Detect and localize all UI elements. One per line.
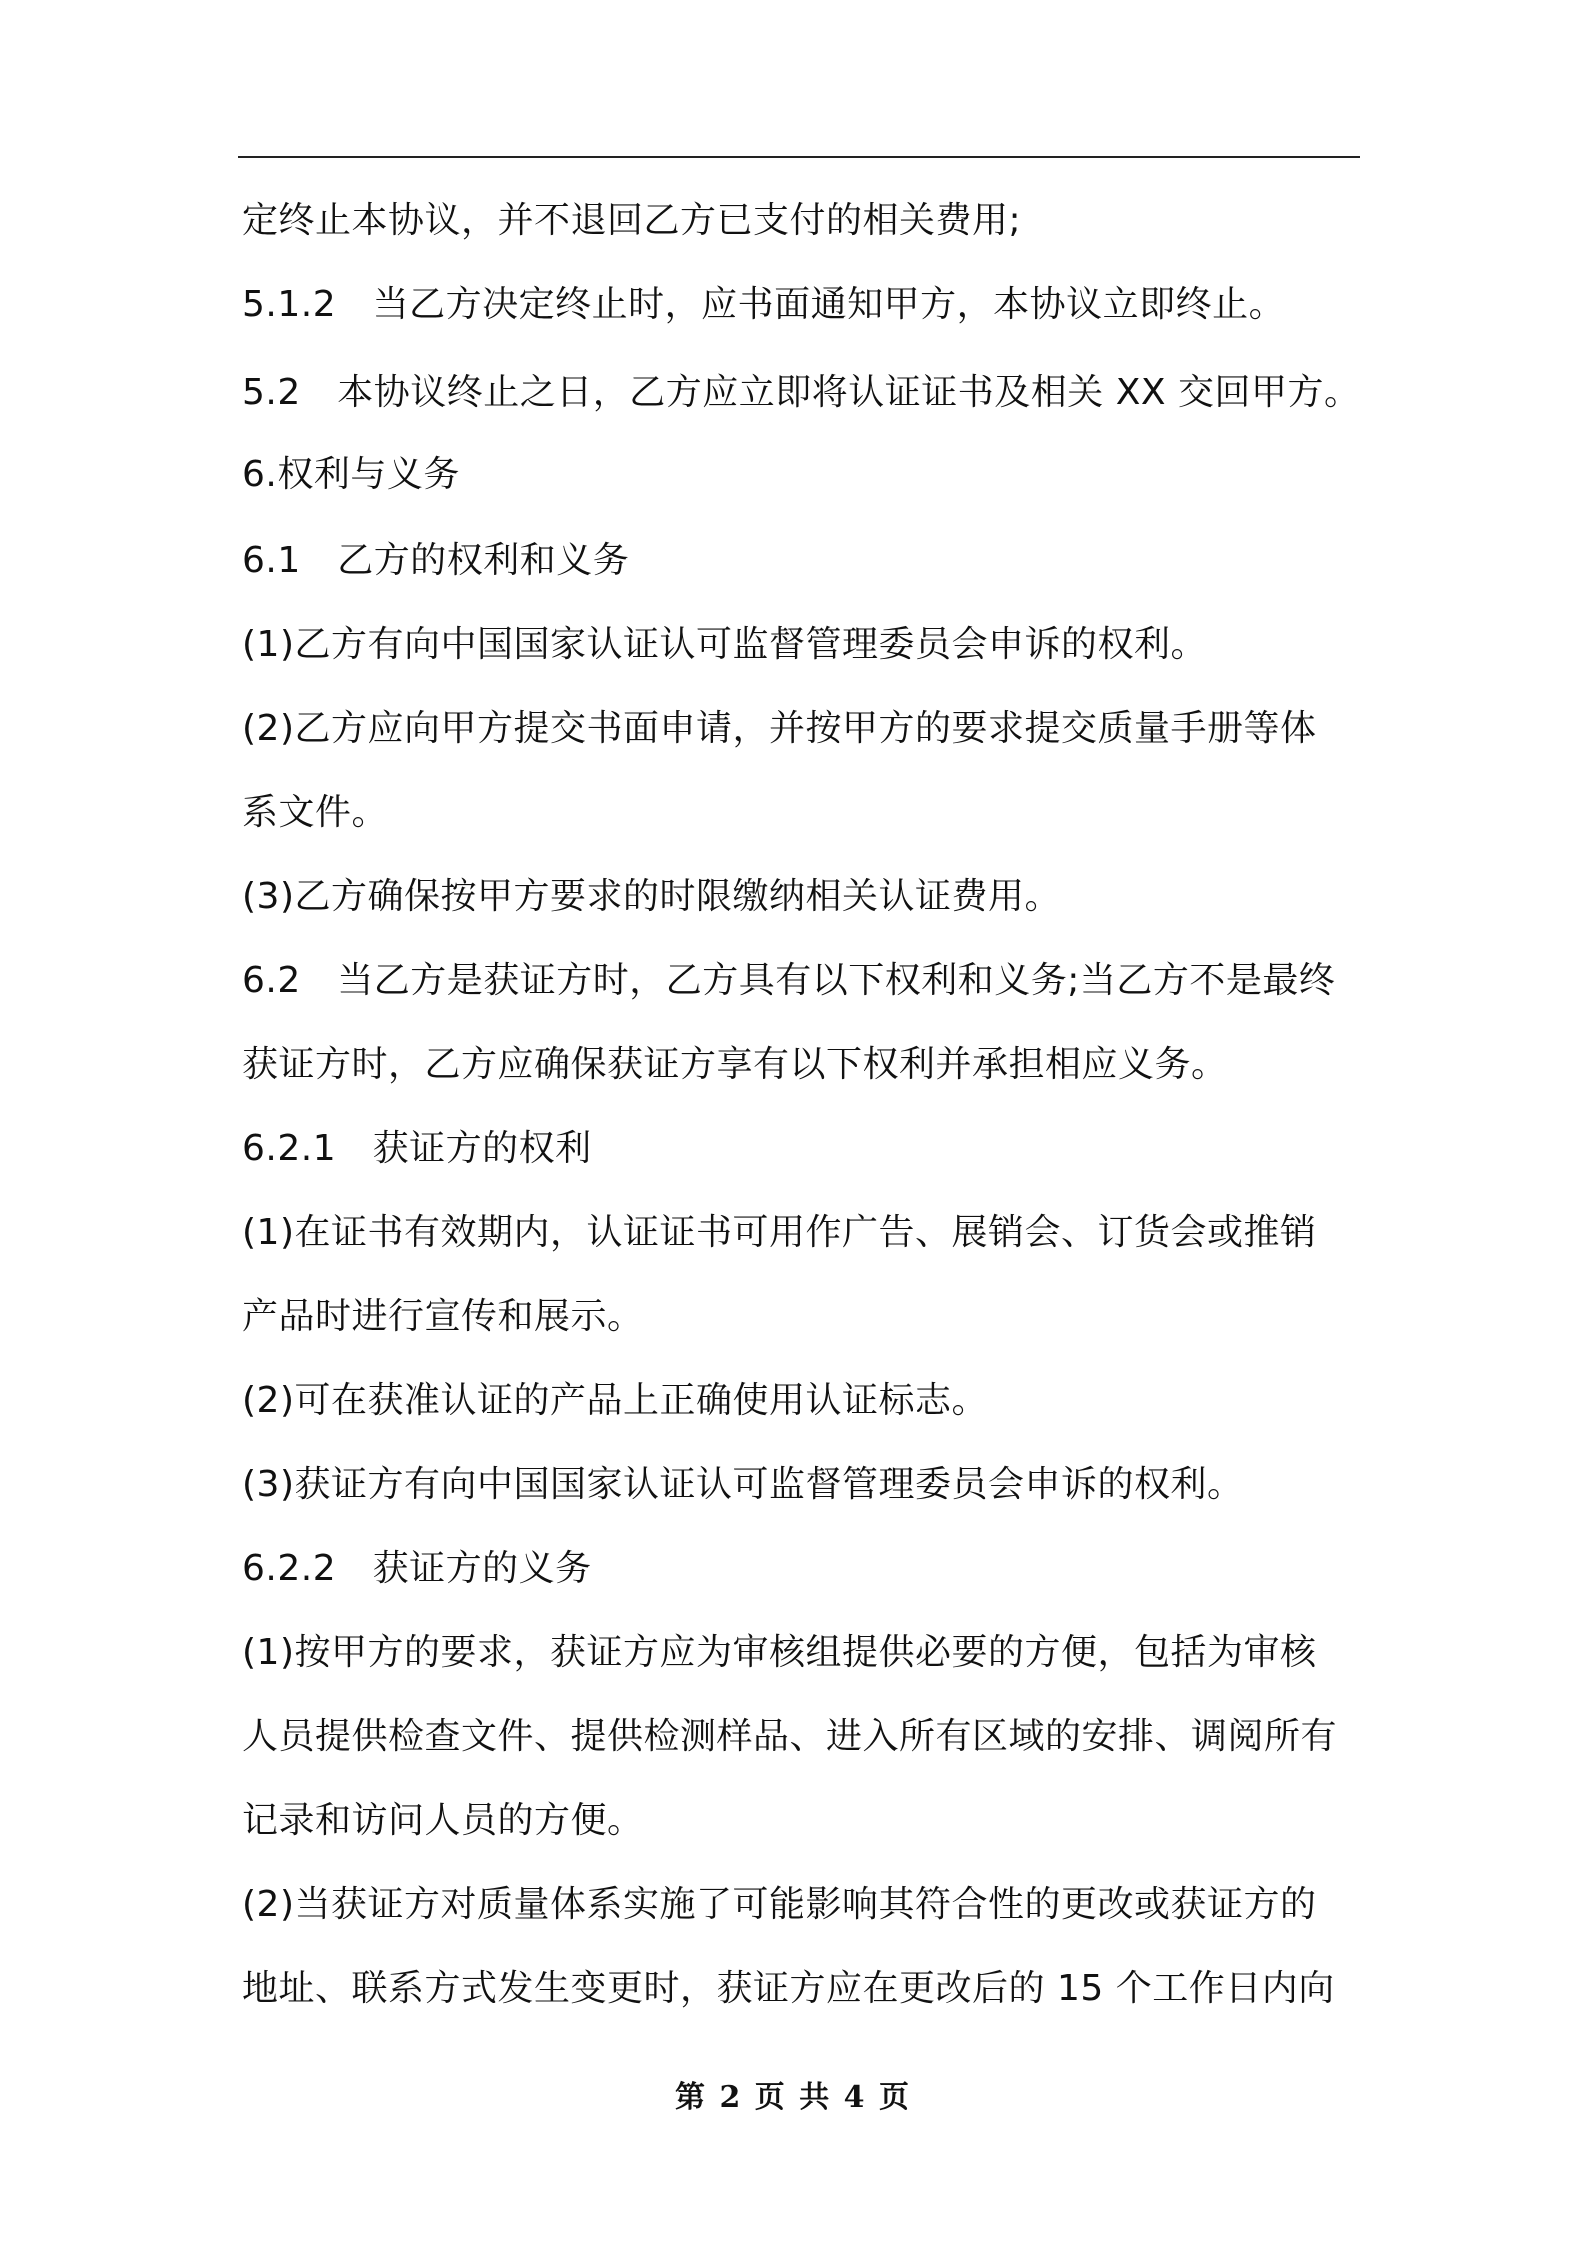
text-line: 获证方时，乙方应确保获证方享有以下权利并承担相应义务。 (242, 1044, 1228, 1085)
text-line: 定终止本协议，并不退回乙方已支付的相关费用; (242, 200, 1022, 241)
text-line: (2)可在获准认证的产品上正确使用认证标志。 (242, 1380, 988, 1421)
text-line: 6.2.1 获证方的权利 (242, 1128, 592, 1169)
text-line: 人员提供检查文件、提供检测样品、进入所有区域的安排、调阅所有 (242, 1716, 1338, 1757)
text-line: 6.2.2 获证方的义务 (242, 1548, 592, 1589)
text-line: 5.1.2 当乙方决定终止时，应书面通知甲方，本协议立即终止。 (242, 284, 1286, 325)
text-line: 6.1 乙方的权利和义务 (242, 540, 630, 581)
text-line: (3)获证方有向中国国家认证认可监督管理委员会申诉的权利。 (242, 1464, 1244, 1505)
header-rule (238, 156, 1360, 158)
text-line: (1)按甲方的要求，获证方应为审核组提供必要的方便，包括为审核 (242, 1632, 1317, 1673)
text-line: 产品时进行宣传和展示。 (242, 1296, 644, 1337)
text-line: 系文件。 (242, 792, 389, 833)
text-line: (1)在证书有效期内，认证证书可用作广告、展销会、订货会或推销 (242, 1212, 1317, 1253)
text-line: 6.2 当乙方是获证方时，乙方具有以下权利和义务;当乙方不是最终 (242, 960, 1336, 1001)
text-line: (2)乙方应向甲方提交书面申请，并按甲方的要求提交质量手册等体 (242, 708, 1317, 749)
text-line: 地址、联系方式发生变更时，获证方应在更改后的 15 个工作日内向 (242, 1968, 1335, 2009)
section-heading: 6.权利与义务 (242, 454, 460, 495)
text-line: 记录和访问人员的方便。 (242, 1800, 644, 1841)
text-line: (2)当获证方对质量体系实施了可能影响其符合性的更改或获证方的 (242, 1884, 1317, 1925)
text-line: (1)乙方有向中国国家认证认可监督管理委员会申诉的权利。 (242, 624, 1207, 665)
text-line: (3)乙方确保按甲方要求的时限缴纳相关认证费用。 (242, 876, 1061, 917)
page-number: 第 2 页 共 4 页 (675, 2080, 911, 2115)
text-line: 5.2 本协议终止之日，乙方应立即将认证证书及相关 XX 交回甲方。 (242, 372, 1361, 413)
